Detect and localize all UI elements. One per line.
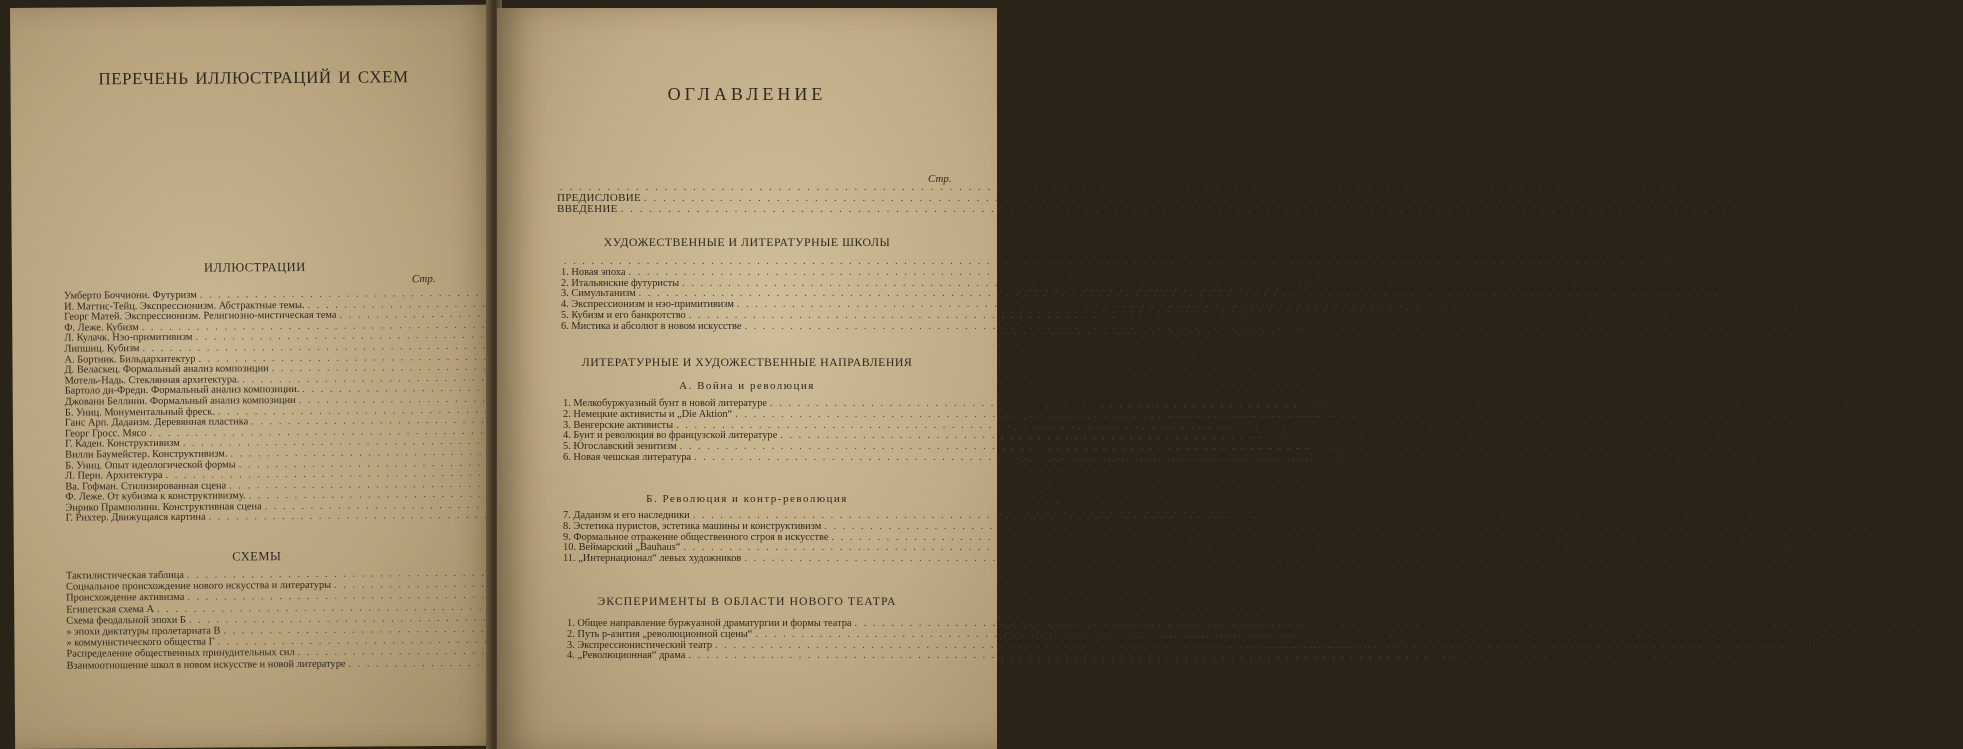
entry-title: Умберто Боччиони. Футуризм: [63, 289, 197, 302]
entry-title: 1. Мелкобуржуазный бунт в новой литературе: [563, 398, 768, 409]
leader-dots: [618, 204, 1737, 215]
leader-dots: [741, 554, 1824, 565]
entry-title: 11. „Интернационал“ левых художников: [563, 553, 742, 565]
entry-title: Георг Гросс. Мясо: [64, 427, 147, 440]
illustrations-heading: ИЛЛЮСТРАЦИИ: [203, 259, 306, 275]
leader-dots: [691, 453, 1774, 464]
entry-page-number: 29: [1293, 324, 1304, 336]
entry-title: Схема феодальной эпохи Б: [66, 614, 186, 627]
entry-title: 4. Бунт и революция во французской литературе: [563, 430, 778, 442]
entry-page-number: 49: [1340, 366, 1351, 378]
entry-page-number: 61: [1396, 387, 1408, 399]
entry-page-number: 19: [1736, 288, 1748, 300]
entry-page-number: 23: [1437, 302, 1448, 314]
front-matter-list: [557, 181, 1789, 215]
entry-title: Б. Униц. Монументальный фреск.: [64, 406, 215, 419]
entry-title: Социальное происхождение нового искусства и литературы: [66, 579, 332, 593]
entry-title: Л. Перн. Архитектура: [65, 470, 163, 482]
left-page-title: ПЕРЕЧЕНЬ ИЛЛЮСТРАЦИЙ И СХЕМ: [98, 67, 409, 89]
section2-heading: ЛИТЕРАТУРНЫЕ И ХУДОЖЕСТВЕННЫЕ НАПРАВЛЕНИЯ: [581, 355, 913, 369]
toc-entry: [561, 322, 963, 333]
entry-title: 4. „Революционная“ драма: [567, 650, 686, 662]
entry-page-number: 5: [1698, 181, 1705, 193]
entry-page-number: 97: [1952, 618, 1963, 629]
entry-title: Взаимоотношение школ в новом искусстве и новой литературе: [66, 658, 346, 672]
entry-title: 3. Экспрессионистический театр: [567, 639, 713, 651]
entry-page-number: 45: [1774, 419, 1785, 431]
page-column-label: Стр.: [928, 173, 952, 185]
toc-entry: [567, 628, 1864, 641]
entry-page-number: 93: [1842, 553, 1853, 565]
entry-page-number: 123: [1390, 639, 1407, 651]
leader-dots: [685, 651, 1768, 662]
entry-page-number: 72: [1790, 510, 1802, 521]
entry-page-number: 101: [1848, 628, 1864, 640]
entry-title: 4. Экспрессионизм и нэо-примитивизм: [561, 299, 734, 311]
entry-page-number: 15: [1297, 281, 1309, 294]
entry-title: Ф. Леже. От кубизма к конструктивизму.: [65, 490, 246, 503]
entry-title: ВВЕДЕНИЕ: [557, 202, 618, 215]
entry-page-number: 34: [1868, 398, 1879, 409]
entry-title: 1. Новая эпоха: [561, 266, 626, 278]
entry-page-number: 120: [1301, 504, 1318, 516]
entry-page-number: 9: [1782, 191, 1789, 204]
entry-title: Распределение общественных принудительных сил: [66, 647, 295, 660]
entry-page-number: 86: [1929, 531, 1940, 543]
entry-title: Б. Униц. Опыт идеологической формы: [65, 458, 236, 472]
entry-page-number: 90: [1336, 451, 1348, 463]
section2a-heading: А. Война и революция: [679, 380, 815, 392]
entry-page-number: 95: [1263, 462, 1274, 474]
entry-title: Энрико Прамполини. Конструктивная сцена: [65, 501, 262, 514]
entry-page-number: 90: [1781, 542, 1792, 554]
entry-page-number: 110: [1781, 650, 1797, 662]
entry-title: 1. Общее направление буржуазной драматургии и формы театра: [567, 618, 852, 629]
entry-page-number: 63: [1792, 451, 1803, 463]
entry-page-number: 79: [1247, 420, 1258, 432]
entry-title: Ва. Гофман. Стилизированная сцена: [65, 480, 227, 493]
entry-page-number: 113: [1357, 493, 1374, 505]
entry-title: Происхождение активизма: [66, 592, 185, 604]
entry-title: И. Маттис-Тейц. Экспрессионизм. Абстрактные темы.: [64, 299, 305, 313]
right-page-title: ОГЛАВЛЕНИЕ: [667, 84, 827, 104]
leader-dots: [625, 268, 1708, 279]
entry-title: Г. Рихтер. Движущаяся картина: [65, 512, 206, 525]
entry-page-number: 69: [1315, 398, 1327, 410]
entry-page-number: —: [1286, 606, 1298, 618]
leader-dots: [752, 630, 1835, 641]
entry-title: 8. Эстетика пуристов, эстетика машины и конструктивизм: [563, 520, 822, 532]
entry-title: Ганс Арп. Дадаизм. Деревянная пластика: [64, 416, 249, 429]
entry-title: 2. Итальянские футуристы: [561, 277, 680, 289]
toc-entry: [557, 191, 1789, 204]
entry-title: Тактилистическая таблица: [65, 569, 185, 582]
entry-page-number: 80: [1922, 520, 1933, 532]
entry-title: Г. Каден. Конструктивизм: [65, 438, 180, 450]
entry-page-number: 38: [1833, 408, 1844, 420]
entry-title: Липшиц. Кубизм: [64, 343, 140, 355]
entry-title: Л. Кулачк. Нэо-примитивизм: [64, 332, 193, 345]
section3-heading: ЭКСПЕРИМЕНТЫ В ОБЛАСТИ НОВОГО ТЕАТРА: [597, 594, 897, 608]
entry-title: » эпохи диктатуры пролетариата В: [66, 625, 221, 638]
entry-title: ПРЕДИСЛОВИЕ: [557, 191, 641, 204]
entry-page-number: 83: [1328, 440, 1339, 452]
entry-title: 5. Югославский зенитизм: [563, 441, 677, 453]
entry-title: Джовани Беллини. Формальный анализ композиции: [64, 394, 296, 408]
entry-title: 5. Кубизм и его банкротство: [561, 309, 686, 321]
entry-page-number: 39: [1296, 345, 1307, 357]
entry-title: Вилли Баумейстер. Конструктивизм.: [65, 448, 228, 461]
entry-title: Мотель-Надь. Стеклянная архитектура.: [64, 374, 240, 387]
entry-page-number: —: [1321, 617, 1332, 629]
entry-title: 2. Немецкие активисты и „Die Aktion“: [563, 408, 733, 420]
entry-page-number: 37: [1285, 584, 1296, 596]
entry-title: А. Бортник. Бильдархитектур: [64, 353, 196, 366]
entry-page-number: 33: [1240, 335, 1251, 347]
section2b-heading: Б. Революция и контр-революция: [646, 493, 848, 505]
entry-page-number: 28: [1786, 309, 1798, 321]
leader-dots: [741, 322, 1824, 333]
leader-dots: [732, 410, 1815, 421]
entry-page-number: 13: [1726, 266, 1737, 278]
entry-title: 6. Мистика и абсолют в новом искусстве: [561, 320, 742, 332]
entry-title: Бартоло ди-Фреди. Формальный анализ композиции.: [64, 384, 300, 397]
section1-heading: ХУДОЖЕСТВЕННЫЕ И ЛИТЕРАТУРНЫЕ ШКОЛЫ: [603, 235, 891, 249]
entry-title: 7. Дадаизм и его наследники: [563, 510, 690, 521]
entry-title: 2. Путь р-азития „революционной сцены“: [567, 628, 753, 640]
entry-page-number: 107: [1341, 482, 1358, 494]
entry-page-number: 75: [1349, 408, 1360, 420]
entry-title: » коммунистического общества Г: [66, 636, 215, 649]
entry-page-number: 17: [1284, 562, 1296, 574]
entry-title: 3. Симультанизм: [561, 288, 636, 300]
schemes-heading: СХЕМЫ: [232, 549, 282, 564]
entry-page-number: 53: [1400, 376, 1411, 388]
entry-title: Д. Веласкец. Формальный анализ композиции: [64, 363, 269, 376]
entry-page-number: —: [1315, 628, 1327, 641]
entry-page-number: 43: [1369, 355, 1381, 367]
leader-dots: [821, 522, 1904, 533]
leader-dots: [641, 193, 1760, 204]
entry-page-number: 54: [1878, 430, 1889, 442]
entry-page-number: 21: [1405, 291, 1416, 303]
entry-page-number: 105: [1807, 639, 1824, 651]
toc-entry: [561, 266, 1737, 279]
toc-entry: [563, 553, 1853, 565]
entry-page-number: 27: [1239, 314, 1251, 326]
toc-entry: [557, 204, 963, 215]
entry-page-number: 18: [1780, 277, 1791, 289]
entry-page-number: 60: [1777, 441, 1789, 453]
entry-page-number: 103: [1321, 472, 1338, 484]
entry-title: 6. Новая чешская литература: [563, 451, 692, 463]
entry-page-number: 81: [1280, 430, 1292, 442]
entry-title: Египетская схема А: [66, 603, 154, 616]
entry-page-number: 88: [1254, 595, 1266, 607]
entry-page-number: 24: [1834, 299, 1846, 311]
entry-title: 3. Венгерские активисты: [563, 419, 674, 431]
toc-entry: [563, 520, 1933, 533]
entry-title: 10. Веймарский „Bauhaus“: [563, 542, 681, 554]
entry-title: 9. Формальное отражение общественного строя в искусстве: [563, 531, 829, 543]
entry-page-number: 31: [1432, 572, 1443, 584]
entry-title: Ф. Леже. Кубизм: [64, 321, 139, 334]
page-column-label: Стр.: [411, 273, 436, 286]
entry-page-number: 11: [1662, 256, 1673, 267]
entry-page-number: 129: [1441, 650, 1457, 662]
entry-title: Георг Матей. Экспрессионизм. Религиозно-мистическая тема: [64, 309, 337, 323]
